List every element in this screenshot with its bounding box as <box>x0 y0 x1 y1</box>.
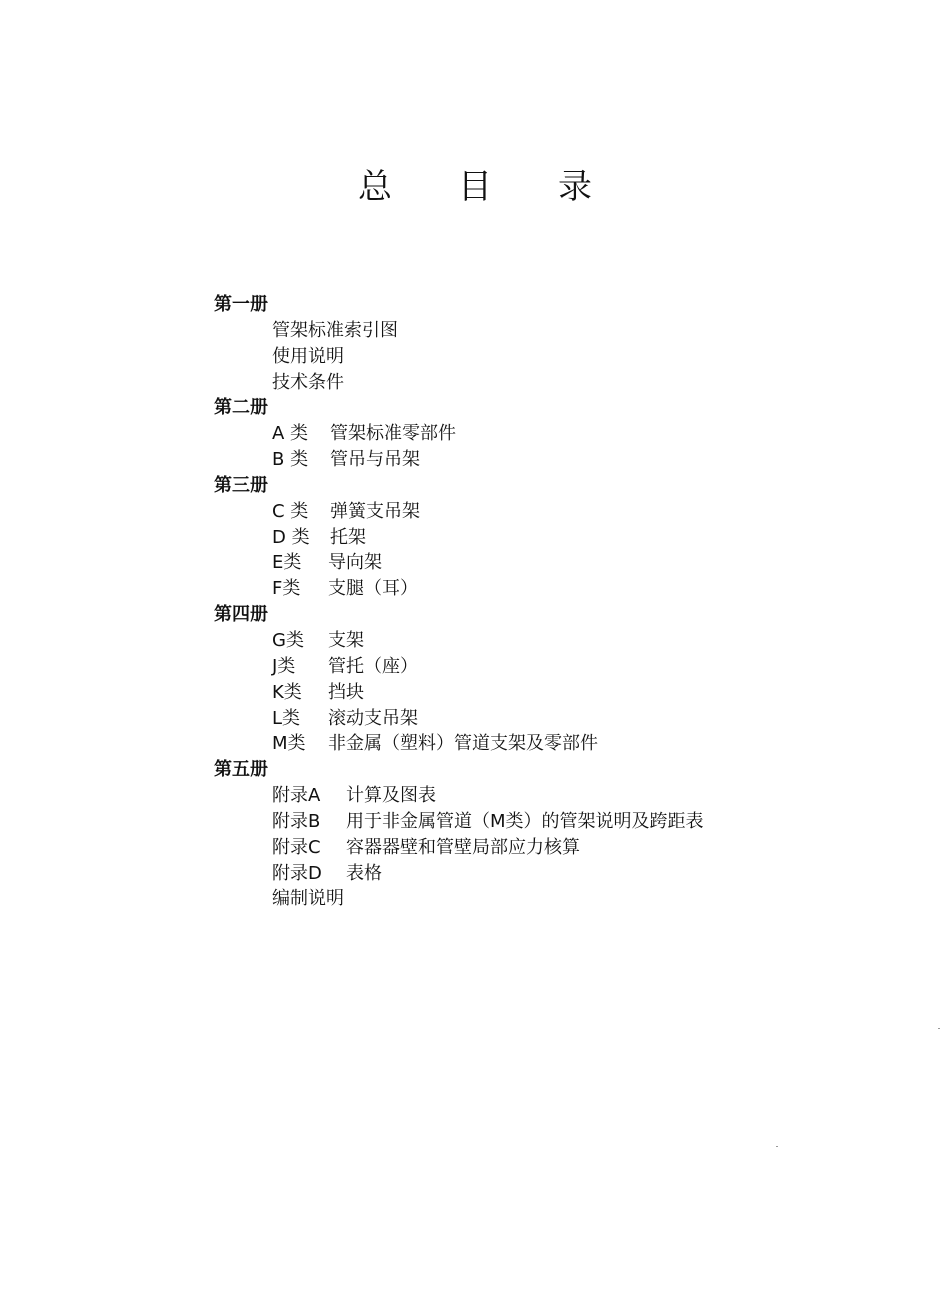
entry-code: 附录A <box>272 785 321 807</box>
entry-code: C 类 <box>272 500 309 522</box>
toc-entry <box>214 731 854 757</box>
entry-code: D 类 <box>272 526 310 548</box>
entry-text: 弹簧支吊架 <box>330 500 420 522</box>
toc-entry <box>214 809 854 835</box>
entry-text: 编制说明 <box>272 888 344 910</box>
toc-entry <box>214 861 854 887</box>
toc-entry <box>214 370 854 396</box>
entry-code: L类 <box>272 707 301 729</box>
toc-entry <box>214 835 854 861</box>
entry-text: 计算及图表 <box>346 785 436 807</box>
entry-code: B 类 <box>272 449 309 471</box>
entry-text: 导向架 <box>328 552 382 574</box>
entry-text: 支腿（耳） <box>328 578 418 600</box>
scan-speck <box>938 1028 940 1029</box>
toc-entry <box>214 525 854 551</box>
entry-text: 管托（座） <box>328 655 418 677</box>
title-char: 录 <box>558 167 592 207</box>
entry-text: 用于非金属管道（M类）的管架说明及跨距表 <box>346 810 704 832</box>
entry-code: F类 <box>272 578 301 600</box>
toc-entry <box>214 654 854 680</box>
toc-entry <box>214 576 854 602</box>
toc-entry <box>214 447 854 473</box>
toc-entry <box>214 421 854 447</box>
volume-heading: 第五册 <box>214 759 268 781</box>
toc-entry <box>214 344 854 370</box>
entry-text: 管架标准索引图 <box>272 319 398 341</box>
entry-text: 滚动支吊架 <box>328 707 418 729</box>
entry-code: 附录D <box>272 862 322 884</box>
entry-text: 挡块 <box>328 681 364 703</box>
toc-entry <box>214 499 854 525</box>
entry-code: M类 <box>272 733 306 755</box>
toc-entry <box>214 680 854 706</box>
volume-heading: 第一册 <box>214 294 268 315</box>
entry-code: K类 <box>272 681 302 703</box>
volume-heading: 第二册 <box>214 397 268 419</box>
entry-text: 支架 <box>328 629 364 651</box>
entry-text: 容器器壁和管壁局部应力核算 <box>346 836 580 858</box>
volume-heading: 第三册 <box>214 474 268 496</box>
entry-code: G类 <box>272 629 304 651</box>
toc-entry <box>214 318 854 344</box>
entry-code: A 类 <box>272 423 309 445</box>
entry-text: 非金属（塑料）管道支架及零部件 <box>328 733 598 755</box>
entry-code: 附录B <box>272 810 321 832</box>
toc-entry <box>214 628 854 654</box>
title-char: 目 <box>458 167 492 207</box>
toc-entry <box>214 886 854 912</box>
entry-text: 技术条件 <box>272 371 344 393</box>
entry-text: 表格 <box>346 862 382 884</box>
toc-entry <box>214 783 854 809</box>
entry-code: 附录C <box>272 836 321 858</box>
entry-text: 管架标准零部件 <box>330 423 456 445</box>
entry-code: J类 <box>272 655 296 677</box>
title-char: 总 <box>358 167 392 207</box>
entry-text: 管吊与吊架 <box>330 449 420 471</box>
volume-heading: 第四册 <box>214 604 268 626</box>
scan-speck <box>776 1146 778 1147</box>
toc-entry <box>214 706 854 732</box>
entry-text: 托架 <box>330 526 366 548</box>
entry-code: E类 <box>272 552 302 574</box>
table-of-contents <box>214 292 854 912</box>
toc-entry <box>214 550 854 576</box>
entry-text: 使用说明 <box>272 345 344 367</box>
page-title <box>0 162 950 212</box>
